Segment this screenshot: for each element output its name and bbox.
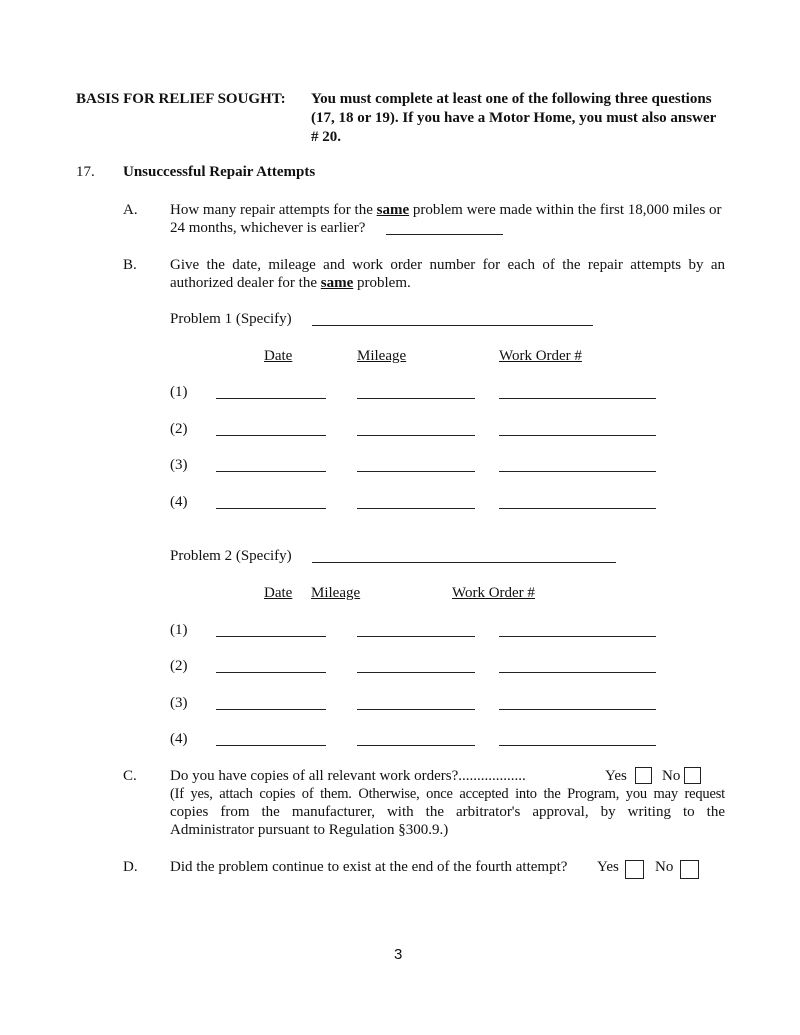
problem-2-row-label: (1): [170, 622, 188, 638]
problem-1-row-2-mileage-field[interactable]: [357, 435, 475, 436]
problem-1-header-work-order: Work Order #: [499, 348, 582, 364]
question-a-text-pre: How many repair attempts for the: [170, 202, 377, 218]
problem-2-row-label: (3): [170, 695, 188, 711]
problem-2-row-4-date-field[interactable]: [216, 745, 326, 746]
question-b-same: same: [320, 275, 354, 291]
question-c-note-line-1: (If yes, attach copies of them. Otherwise, once accepted into the Program, you may request: [170, 786, 725, 802]
question-a-line-1: [170, 202, 722, 219]
question-b-line-2: [170, 275, 411, 292]
problem-1-row-4-mileage-field[interactable]: [357, 508, 475, 509]
question-d-text: Did the problem continue to exist at the end of the fourth attempt?: [170, 859, 568, 875]
question-a-same: same: [376, 202, 410, 218]
problem-1-row-1-mileage-field[interactable]: [357, 398, 475, 399]
question-a-text-post: problem were made within the first 18,000 miles or: [409, 202, 722, 218]
problem-1-row-2-date-field[interactable]: [216, 435, 326, 436]
question-c-no-label: No: [662, 768, 681, 784]
problem-2-row-2-date-field[interactable]: [216, 672, 326, 673]
problem-2-row-1-date-field[interactable]: [216, 636, 326, 637]
problem-1-row-label: (1): [170, 384, 188, 400]
question-b-text-post: problem.: [353, 275, 411, 291]
problem-2-row-4-mileage-field[interactable]: [357, 745, 475, 746]
problem-2-row-3-mileage-field[interactable]: [357, 709, 475, 710]
problem-1-row-label: (2): [170, 421, 188, 437]
question-c-no-checkbox[interactable]: [684, 767, 701, 784]
question-d-letter: D.: [123, 859, 138, 875]
problem-2-label: Problem 2 (Specify): [170, 548, 292, 564]
basis-line-2: (17, 18 or 19). If you have a Motor Home, you must also answer: [311, 110, 717, 126]
problem-1-row-2-work-order-field[interactable]: [499, 435, 656, 436]
question-d-no-label: No: [655, 859, 674, 875]
question-a-line-2: [170, 220, 365, 237]
question-c-letter: C.: [123, 768, 137, 784]
problem-2-row-3-date-field[interactable]: [216, 709, 326, 710]
problem-1-label: Problem 1 (Specify): [170, 311, 292, 327]
problem-2-row-4-work-order-field[interactable]: [499, 745, 656, 746]
problem-1-header-date: Date: [264, 348, 293, 364]
problem-1-row-label: (3): [170, 457, 188, 473]
problem-2-row-1-work-order-field[interactable]: [499, 636, 656, 637]
basis-line-1: You must complete at least one of the following three questions: [311, 91, 712, 107]
repair-attempts-count-field[interactable]: [386, 234, 503, 235]
question-b-letter: B.: [123, 257, 137, 273]
question-a-letter: A.: [123, 202, 138, 218]
question-d-yes-label: Yes: [597, 859, 619, 875]
question-c-text: Do you have copies of all relevant work orders?..................: [170, 768, 526, 784]
problem-1-row-3-mileage-field[interactable]: [357, 471, 475, 472]
problem-2-row-label: (2): [170, 658, 188, 674]
problem-2-row-2-work-order-field[interactable]: [499, 672, 656, 673]
problem-2-row-2-mileage-field[interactable]: [357, 672, 475, 673]
problem-1-row-label: (4): [170, 494, 188, 510]
question-c-note-line-2: copies from the manufacturer, with the arbitrator's approval, by writing to the: [170, 804, 725, 820]
page-number: 3: [394, 946, 403, 963]
problem-1-specify-field[interactable]: [312, 325, 593, 326]
question-c-yes-label: Yes: [605, 768, 627, 784]
question-d-yes-checkbox[interactable]: [625, 860, 644, 879]
problem-1-row-3-date-field[interactable]: [216, 471, 326, 472]
question-b-line-1: Give the date, mileage and work order number for each of the repair attempts by an: [170, 257, 725, 273]
problem-1-row-4-date-field[interactable]: [216, 508, 326, 509]
problem-1-row-1-work-order-field[interactable]: [499, 398, 656, 399]
problem-1-row-1-date-field[interactable]: [216, 398, 326, 399]
problem-1-header-mileage: Mileage: [357, 348, 407, 364]
question-d-no-checkbox[interactable]: [680, 860, 699, 879]
question-c-note-line-3: Administrator pursuant to Regulation §300.9.): [170, 822, 449, 838]
problem-1-row-3-work-order-field[interactable]: [499, 471, 656, 472]
problem-2-specify-field[interactable]: [312, 562, 616, 563]
problem-2-header-date: Date: [264, 585, 293, 601]
problem-2-row-3-work-order-field[interactable]: [499, 709, 656, 710]
problem-2-header-work-order: Work Order #: [452, 585, 535, 601]
problem-2-row-1-mileage-field[interactable]: [357, 636, 475, 637]
question-a-text-line-2: 24 months, whichever is earlier?: [170, 220, 366, 236]
problem-2-row-label: (4): [170, 731, 188, 747]
basis-line-3: # 20.: [311, 129, 341, 145]
problem-1-row-4-work-order-field[interactable]: [499, 508, 656, 509]
question-c-yes-checkbox[interactable]: [635, 767, 652, 784]
question-17-number: 17.: [76, 164, 95, 180]
problem-2-header-mileage: Mileage: [311, 585, 361, 601]
basis-label: BASIS FOR RELIEF SOUGHT:: [76, 91, 286, 107]
question-b-text-pre: authorized dealer for the: [170, 275, 321, 291]
question-17-title: Unsuccessful Repair Attempts: [123, 164, 316, 180]
